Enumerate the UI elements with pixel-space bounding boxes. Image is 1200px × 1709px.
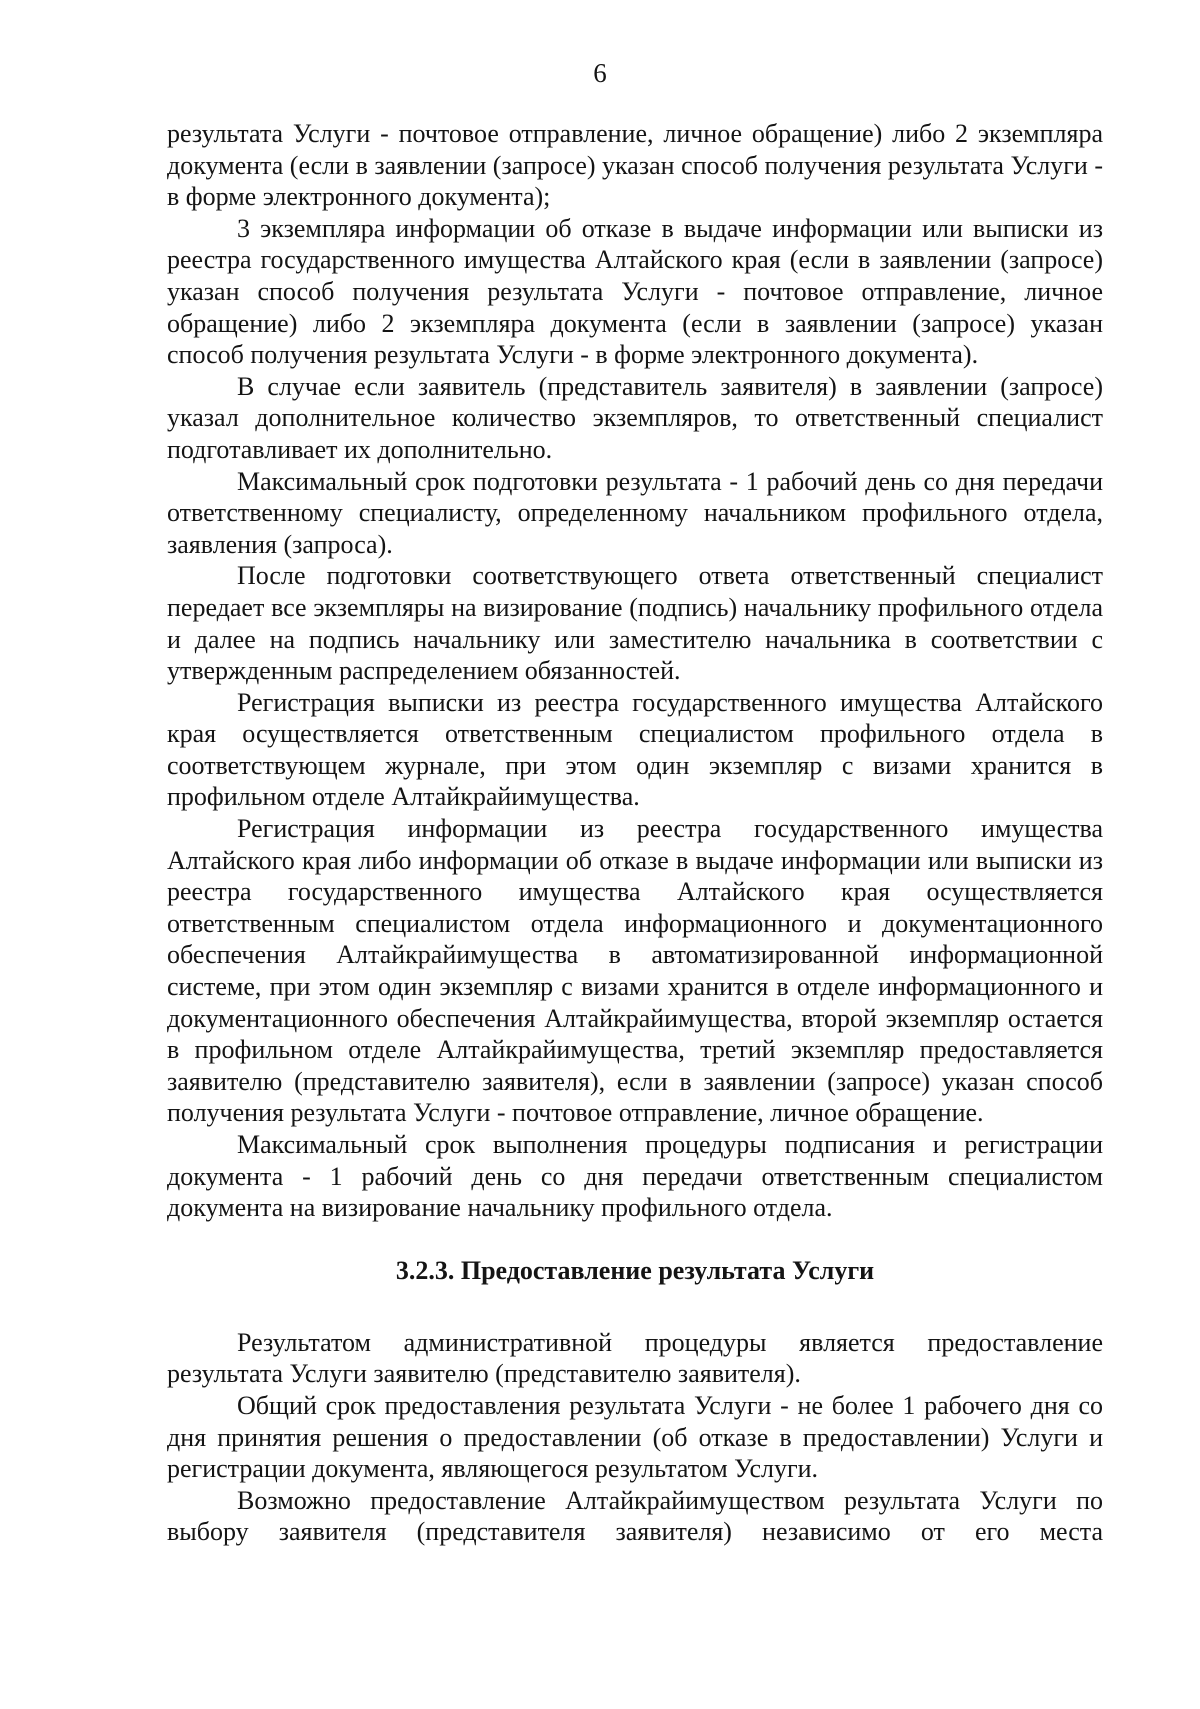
paragraph-continuation: результата Услуги - почтовое отправление, личное обращение) либо 2 экземпляра документа (если в заявлении (запросе) указан способ получения результата Услуги - в форме электронного документа);: [167, 119, 1103, 212]
paragraph: В случае если заявитель (представитель заявителя) в заявлении (запросе) указал дополнительное количество экземпляров, то ответственный специалист подготавливает их дополнительно.: [167, 371, 1103, 464]
paragraph: Максимальный срок выполнения процедуры подписания и регистрации документа - 1 рабочий день со дня передачи ответственным специалистом документа на визирование начальнику профильного отдела.: [167, 1130, 1103, 1223]
document-body: [167, 118, 1103, 1548]
paragraph: Общий срок предоставления результата Услуги - не более 1 рабочего дня со дня принятия решения о предоставлении (об отказе в предоставлении) Услуги и регистрации документа, являющегося результатом Услуги.: [167, 1390, 1103, 1484]
paragraph: Максимальный срок подготовки результата - 1 рабочий день со дня передачи ответственному специалисту, определенному начальником профильного отдела, заявления (запроса).: [167, 466, 1103, 559]
paragraph: Регистрация выписки из реестра государственного имущества Алтайского края осуществляется ответственным специалистом профильного отдела в соответствующем журнале, при этом один экземпляр с визами хранится в профильном отделе Алтайкрайимущества.: [167, 687, 1103, 812]
paragraph-truncated: Возможно предоставление Алтайкрайимуществом результата Услуги по выбору заявителя (представителя заявителя) независимо от его места: [167, 1485, 1103, 1547]
paragraph: После подготовки соответствующего ответа ответственный специалист передает все экземпляры на визирование (подпись) начальнику профильного отдела и далее на подпись начальнику или заместителю начальника в соответствии с утвержденным распределением обязанностей.: [167, 561, 1103, 686]
section-heading: 3.2.3. Предоставление результата Услуги: [395, 1255, 875, 1285]
paragraph: Результатом административной процедуры является предоставление результата Услуги заявителю (представителю заявителя).: [167, 1327, 1103, 1389]
page-number: 6: [593, 58, 607, 88]
paragraph: 3 экземпляра информации об отказе в выдаче информации или выписки из реестра государственного имущества Алтайского края (если в заявлении (запросе) указан способ получения результата Услуги - почтовое отправление, личное обращение) либо 2 экземпляра документа (если в заявлении (запросе) указан способ получения результата Услуги - в форме электронного документа).: [167, 213, 1103, 370]
paragraph: Регистрация информации из реестра государственного имущества Алтайского края либо информации об отказе в выдаче информации или выписки из реестра государственного имущества Алтайского края осуществляется ответственным специалистом отдела информационного и документационного обеспечения Алтайкрайимущества в автоматизированной информационной системе, при этом один экземпляр с визами хранится в отделе информационного и документационного обеспечения Алтайкрайимущества, второй экземпляр остается в профильном отделе Алтайкрайимущества, третий экземпляр предоставляется заявителю (представителю заявителя), если в заявлении (запросе) указан способ получения результата Услуги - почтовое отправление, личное обращение.: [167, 814, 1103, 1128]
